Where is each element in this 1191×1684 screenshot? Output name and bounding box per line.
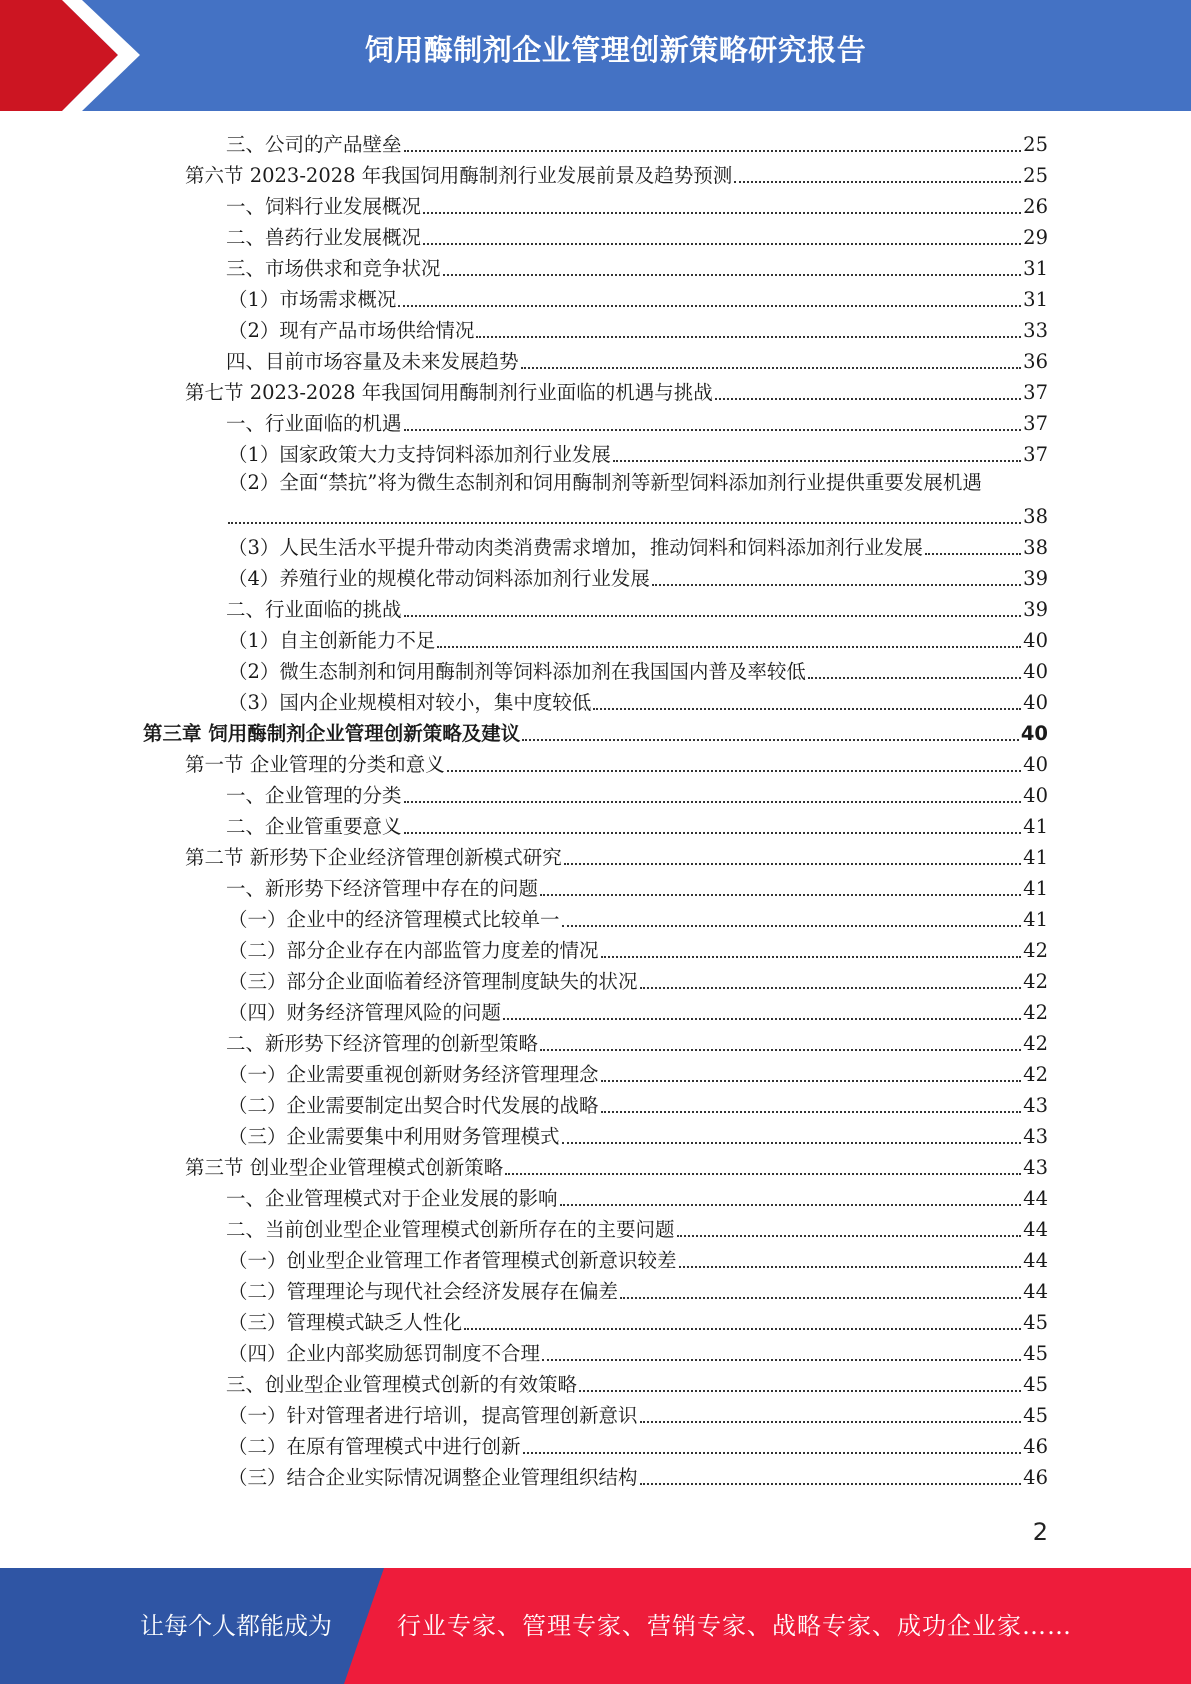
toc-entry-wrapped[interactable] — [228, 467, 1048, 529]
toc-leader-dots — [679, 1265, 1022, 1268]
toc-leader-dots — [523, 1451, 1022, 1454]
toc-entry[interactable] — [226, 1366, 1048, 1397]
toc-entry-title: （二）管理理论与现代社会经济发展存在偏差 — [228, 1280, 619, 1303]
toc-entry-title: 二、当前创业型企业管理模式创新所存在的主要问题 — [226, 1218, 675, 1241]
toc-leader-dots — [677, 1234, 1022, 1237]
toc-leader-dots — [640, 986, 1022, 989]
toc-entry-title: （一）企业中的经济管理模式比较单一 — [228, 908, 560, 931]
toc-entry[interactable] — [228, 653, 1048, 684]
toc-leader-dots — [540, 893, 1021, 896]
toc-entry-page: 40 — [1023, 784, 1048, 807]
toc-entry-title: （2）微生态制剂和饲用酶制剂等饲料添加剂在我国国内普及率较低 — [228, 660, 806, 683]
toc-entry-page: 43 — [1023, 1125, 1048, 1148]
toc-entry-title: 三、市场供求和竞争状况 — [226, 257, 441, 280]
toc-leader-dots — [447, 769, 1021, 772]
toc-entry-page: 41 — [1023, 908, 1048, 931]
toc-leader-dots — [601, 1110, 1022, 1113]
toc-entry-title: （二）部分企业存在内部监管力度差的情况 — [228, 939, 599, 962]
toc-chapter-entry[interactable] — [143, 715, 1048, 746]
toc-entry-page: 29 — [1023, 226, 1048, 249]
toc-leader-dots — [601, 955, 1022, 958]
toc-leader-dots — [404, 831, 1022, 834]
toc-entry-page: 25 — [1023, 164, 1048, 187]
toc-leader-dots — [404, 149, 1022, 152]
toc-entry-title: 一、新形势下经济管理中存在的问题 — [226, 877, 539, 900]
toc-entry-page: 44 — [1023, 1187, 1048, 1210]
toc-entry-title: 第三节 创业型企业管理模式创新策略 — [185, 1156, 504, 1179]
toc-leader-dots — [476, 335, 1021, 338]
toc-leader-dots — [404, 614, 1022, 617]
toc-leader-dots — [464, 1327, 1021, 1330]
toc-entry-page: 45 — [1023, 1342, 1048, 1365]
toc-entry-page: 44 — [1023, 1280, 1048, 1303]
toc-entry-page: 40 — [1023, 691, 1048, 714]
toc-entry-page: 41 — [1023, 877, 1048, 900]
toc-leader-dots — [398, 304, 1021, 307]
toc-leader-dots — [640, 1420, 1022, 1423]
toc-entry[interactable] — [226, 343, 1048, 374]
toc-entry-page: 42 — [1023, 1063, 1048, 1086]
toc-leader-dots — [640, 1482, 1022, 1485]
toc-entry[interactable] — [226, 591, 1048, 622]
footer-banner — [0, 1568, 1191, 1684]
toc-entry-title: 一、饲料行业发展概况 — [226, 195, 422, 218]
toc-entry-title: 第七节 2023-2028 年我国饲用酶制剂行业面临的机遇与挑战 — [185, 381, 713, 404]
toc-entry[interactable] — [228, 994, 1048, 1025]
toc-entry-page: 38 — [1023, 536, 1048, 559]
footer-slogan-right: 行业专家、管理专家、营销专家、战略专家、成功企业家…… — [397, 1612, 1072, 1640]
toc-entry-page: 33 — [1023, 319, 1048, 342]
toc-entry-page: 43 — [1023, 1156, 1048, 1179]
toc-entry[interactable] — [228, 436, 1048, 467]
toc-entry-page: 26 — [1023, 195, 1048, 218]
toc-entry[interactable] — [228, 684, 1048, 715]
toc-leader-dots — [522, 738, 1019, 741]
toc-entry-title: 一、企业管理的分类 — [226, 784, 402, 807]
toc-entry[interactable] — [228, 1428, 1048, 1459]
toc-leader-dots — [613, 459, 1021, 462]
header-bar — [0, 0, 1191, 111]
footer-slant-shape — [344, 1568, 384, 1684]
toc-entry-title: （三）结合企业实际情况调整企业管理组织结构 — [228, 1466, 638, 1489]
toc-leader-dots — [540, 1048, 1021, 1051]
toc-leader-dots — [652, 583, 1021, 586]
toc-leader-dots — [542, 1358, 1021, 1361]
toc-leader-dots — [925, 552, 1021, 555]
toc-entry[interactable] — [228, 1304, 1048, 1335]
toc-leader-dots — [620, 1296, 1021, 1299]
toc-entry[interactable] — [228, 963, 1048, 994]
document-title: 饲用酶制剂企业管理创新策略研究报告 — [364, 33, 867, 67]
toc-entry-page: 46 — [1023, 1435, 1048, 1458]
toc-entry-page: 45 — [1023, 1311, 1048, 1334]
toc-entry[interactable] — [185, 374, 1048, 405]
toc-entry-page: 40 — [1020, 722, 1048, 745]
toc-entry[interactable] — [228, 1273, 1048, 1304]
toc-entry-page: 31 — [1023, 257, 1048, 280]
toc-entry[interactable] — [226, 126, 1048, 157]
toc-leader-dots — [505, 1172, 1021, 1175]
toc-leader-dots — [521, 366, 1022, 369]
toc-entry-title: （二）企业需要制定出契合时代发展的战略 — [228, 1094, 599, 1117]
toc-entry-title: （三）部分企业面临着经济管理制度缺失的状况 — [228, 970, 638, 993]
toc-entry[interactable] — [228, 1087, 1048, 1118]
toc-entry[interactable] — [226, 870, 1048, 901]
toc-entry[interactable] — [228, 622, 1048, 653]
toc-entry[interactable] — [228, 932, 1048, 963]
toc-entry-title: （二）在原有管理模式中进行创新 — [228, 1435, 521, 1458]
toc-entry-page: 37 — [1023, 443, 1048, 466]
toc-leader-dots — [579, 1389, 1021, 1392]
toc-leader-dots — [423, 242, 1021, 245]
toc-entry-title: （三）企业需要集中利用财务管理模式 — [228, 1125, 560, 1148]
toc-leader-dots — [564, 862, 1021, 865]
toc-entry-page: 37 — [1023, 412, 1048, 435]
toc-entry-title: （一）针对管理者进行培训，提高管理创新意识 — [228, 1404, 638, 1427]
toc-entry[interactable] — [226, 777, 1048, 808]
toc-leader-dots — [437, 645, 1021, 648]
toc-entry-title: 四、目前市场容量及未来发展趋势 — [226, 350, 519, 373]
toc-entry-title: 一、企业管理模式对于企业发展的影响 — [226, 1187, 558, 1210]
toc-entry[interactable] — [228, 1459, 1048, 1490]
toc-entry-title: 第六节 2023-2028 年我国饲用酶制剂行业发展前景及趋势预测 — [185, 164, 733, 187]
toc-leader-dots — [562, 924, 1022, 927]
toc-entry-page: 45 — [1023, 1373, 1048, 1396]
toc-leader-dots — [404, 800, 1022, 803]
toc-entry-title: 二、新形势下经济管理的创新型策略 — [226, 1032, 539, 1055]
toc-entry-title: 三、公司的产品壁垒 — [226, 133, 402, 156]
toc-entry[interactable] — [228, 1335, 1048, 1366]
page-number: 2 — [1032, 1518, 1048, 1546]
toc-entry-page: 41 — [1023, 846, 1048, 869]
toc-entry-page: 39 — [1023, 567, 1048, 590]
toc-entry-page: 37 — [1023, 381, 1048, 404]
toc-entry[interactable] — [228, 560, 1048, 591]
toc-entry[interactable] — [185, 157, 1048, 188]
toc-entry[interactable] — [226, 250, 1048, 281]
toc-leader-dots — [808, 676, 1021, 679]
toc-entry-page: 43 — [1023, 1094, 1048, 1117]
toc-entry[interactable] — [185, 839, 1048, 870]
toc-entry[interactable] — [226, 405, 1048, 436]
toc-entry[interactable] — [226, 219, 1048, 250]
toc-leader-dots — [404, 428, 1022, 431]
toc-leader-dots — [562, 1141, 1022, 1144]
toc-entry-title: 二、企业管重要意义 — [226, 815, 402, 838]
toc-entry-page: 25 — [1023, 133, 1048, 156]
toc-entry[interactable] — [228, 1118, 1048, 1149]
toc-entry[interactable] — [228, 1056, 1048, 1087]
toc-entry[interactable] — [228, 1397, 1048, 1428]
toc-entry[interactable] — [226, 1025, 1048, 1056]
toc-entry-page: 38 — [1023, 505, 1048, 528]
toc-entry[interactable] — [185, 1149, 1048, 1180]
toc-entry-page: 46 — [1023, 1466, 1048, 1489]
toc-leader-dots — [443, 273, 1022, 276]
toc-leader-dots — [593, 707, 1021, 710]
footer-slogan-left: 让每个人都能成为 — [140, 1612, 332, 1640]
toc-entry[interactable] — [226, 1211, 1048, 1242]
toc-entry-page: 40 — [1023, 753, 1048, 776]
toc-entry-title: 第二节 新形势下企业经济管理创新模式研究 — [185, 846, 562, 869]
toc-entry-title: （2）现有产品市场供给情况 — [228, 319, 475, 342]
toc-entry-title: （3）人民生活水平提升带动肉类消费需求增加，推动饲料和饲料添加剂行业发展 — [228, 536, 923, 559]
toc-entry-page: 40 — [1023, 629, 1048, 652]
toc-entry-page: 42 — [1023, 1001, 1048, 1024]
toc-entry-title: 第一节 企业管理的分类和意义 — [185, 753, 445, 776]
toc-entry-title: 二、行业面临的挑战 — [226, 598, 402, 621]
toc-entry[interactable] — [228, 1242, 1048, 1273]
toc-entry-title: （四）企业内部奖励惩罚制度不合理 — [228, 1342, 541, 1365]
toc-entry-page: 40 — [1023, 660, 1048, 683]
toc-entry-title: （3）国内企业规模相对较小，集中度较低 — [228, 691, 592, 714]
toc-entry[interactable] — [228, 312, 1048, 343]
toc-entry-title: （一）创业型企业管理工作者管理模式创新意识较差 — [228, 1249, 677, 1272]
toc-entry-title: （1）市场需求概况 — [228, 288, 397, 311]
toc-entry[interactable] — [226, 1180, 1048, 1211]
toc-entry-title: （1）国家政策大力支持饲料添加剂行业发展 — [228, 443, 611, 466]
toc-entry-page: 44 — [1023, 1218, 1048, 1241]
toc-entry-page: 42 — [1023, 939, 1048, 962]
toc-entry[interactable] — [228, 901, 1048, 932]
toc-entry-title: （一）企业需要重视创新财务经济管理理念 — [228, 1063, 599, 1086]
toc-entry-page: 31 — [1023, 288, 1048, 311]
toc-entry-title: （四）财务经济管理风险的问题 — [228, 1001, 502, 1024]
toc-entry[interactable] — [228, 529, 1048, 560]
toc-leader-dots — [423, 211, 1021, 214]
toc-entry-page: 44 — [1023, 1249, 1048, 1272]
toc-leader-dots — [601, 1079, 1022, 1082]
toc-entry-page: 41 — [1023, 815, 1048, 838]
toc-entry-page: 42 — [1023, 1032, 1048, 1055]
toc-entry-title: 一、行业面临的机遇 — [226, 412, 402, 435]
toc-entry-title: 二、兽药行业发展概况 — [226, 226, 422, 249]
toc-entry-page: 42 — [1023, 970, 1048, 993]
toc-entry-page: 45 — [1023, 1404, 1048, 1427]
toc-entry-title: 第三章 饲用酶制剂企业管理创新策略及建议 — [143, 722, 521, 745]
toc-entry-title: 三、创业型企业管理模式创新的有效策略 — [226, 1373, 578, 1396]
toc-leader-dots — [560, 1203, 1022, 1206]
toc-entry-title: （4）养殖行业的规模化带动饲料添加剂行业发展 — [228, 567, 650, 590]
toc-entry-page: 39 — [1023, 598, 1048, 621]
toc-entry[interactable] — [228, 281, 1048, 312]
toc-entry-title: （三）管理模式缺乏人性化 — [228, 1311, 463, 1334]
toc-entry[interactable] — [226, 188, 1048, 219]
toc-leader-dots — [715, 397, 1021, 400]
toc-entry-title: （2）全面“禁抗”将为微生态制剂和饲用酶制剂等新型饲料添加剂行业提供重要发展机遇 — [228, 471, 982, 494]
toc-entry-title: （1）自主创新能力不足 — [228, 629, 436, 652]
toc-leader-dots — [503, 1017, 1021, 1020]
toc-leader-dots — [228, 521, 1021, 524]
toc-entry-page: 36 — [1023, 350, 1048, 373]
toc-leader-dots — [734, 180, 1021, 183]
toc-entry[interactable] — [185, 746, 1048, 777]
toc-entry[interactable] — [226, 808, 1048, 839]
